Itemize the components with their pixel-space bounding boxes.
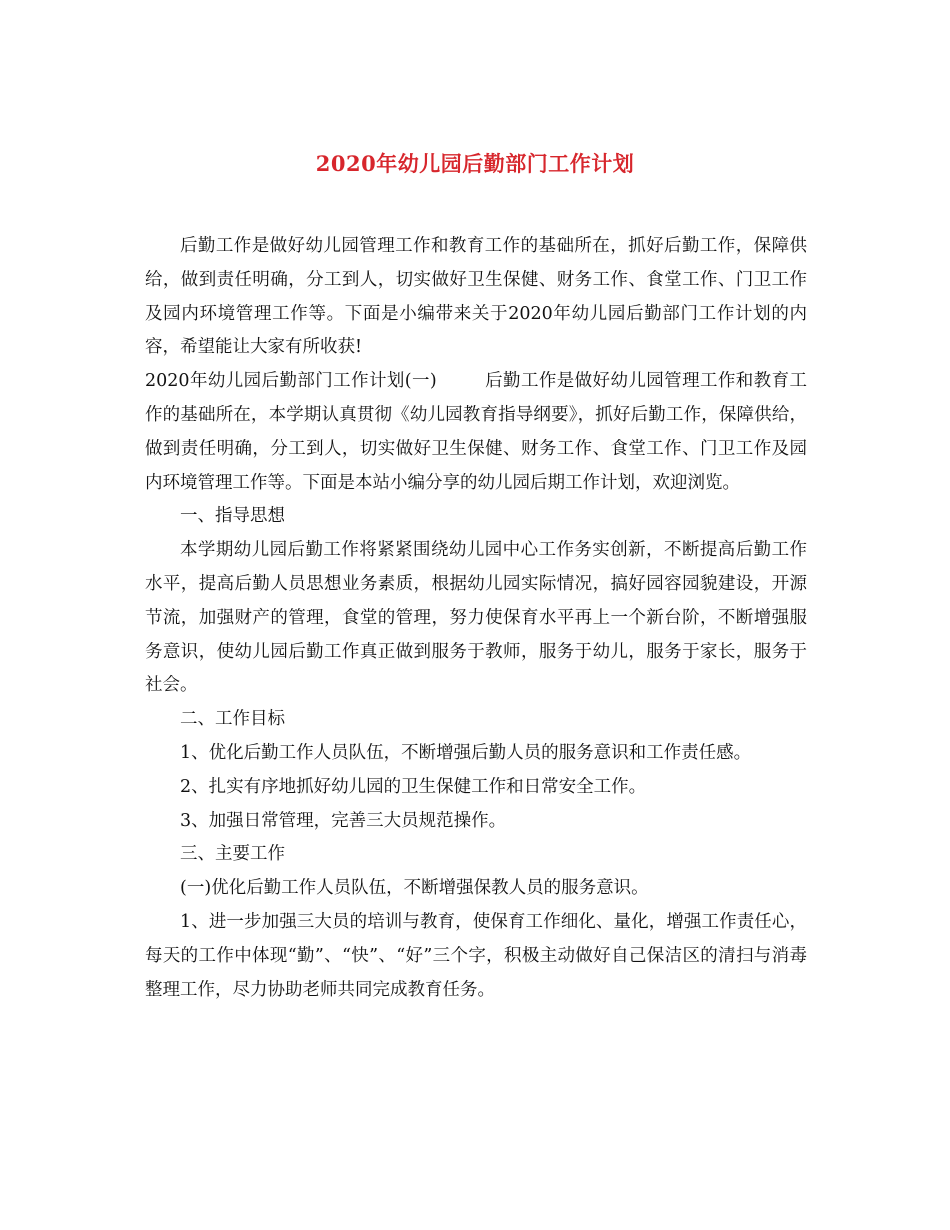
subsection1-heading: (一)优化后勤工作人员队伍，不断增强保教人员的服务意识。	[180, 878, 649, 899]
document-body	[145, 230, 807, 1007]
document-title: 2020年幼儿园后勤部门工作计划	[315, 151, 635, 176]
part1-paragraph	[145, 365, 807, 500]
part1-text: 后勤工作是做好幼儿园管理工作和教育工作的基础所在，本学期认真贯彻《幼儿园教育指导纲要》，抓好后勤工作，保障供给，做到责任明确，分工到人，切实做好卫生保健、财务工作、食堂工作、门卫工作及园内环境管理工作等。下面是本站小编分享的幼儿园后期工作计划，欢迎浏览。	[145, 371, 807, 493]
goal-item-3: 3、加强日常管理，完善三大员规范操作。	[180, 810, 507, 831]
section2-heading: 二、工作目标	[180, 709, 285, 730]
section3-heading: 三、主要工作	[180, 844, 285, 865]
goal-item-1: 1、优化后勤工作人员队伍，不断增强后勤人员的服务意识和工作责任感。	[180, 742, 752, 763]
work-item-1: 1、进一步加强三大员的培训与教育，使保育工作细化、量化，增强工作责任心，每天的工作中体现“勤”、“快”、“好”三个字，积极主动做好自己保洁区的清扫与消毒整理工作，尽力协助老师共同完成教育任务。	[145, 911, 807, 1000]
goal-item-2: 2、扎实有序地抓好幼儿园的卫生保健工作和日常安全工作。	[180, 776, 647, 797]
section1-paragraph: 本学期幼儿园后勤工作将紧紧围绕幼儿园中心工作务实创新，不断提高后勤工作水平，提高后勤人员思想业务素质，根据幼儿园实际情况，搞好园容园貌建设，开源节流，加强财产的管理，食堂的管理，努力使保育水平再上一个新台阶，不断增强服务意识，使幼儿园后勤工作真正做到服务于教师，服务于幼儿，服务于家长，服务于社会。	[145, 540, 807, 696]
part1-heading: 2020年幼儿园后勤部门工作计划(一)	[145, 371, 437, 392]
intro-paragraph: 后勤工作是做好幼儿园管理工作和教育工作的基础所在，抓好后勤工作，保障供给，做到责任明确，分工到人，切实做好卫生保健、财务工作、食堂工作、门卫工作及园内环境管理工作等。下面是小编带来关于2020年幼儿园后勤部门工作计划的内容，希望能让大家有所收获!	[145, 236, 807, 358]
section1-heading: 一、指导思想	[180, 506, 285, 527]
